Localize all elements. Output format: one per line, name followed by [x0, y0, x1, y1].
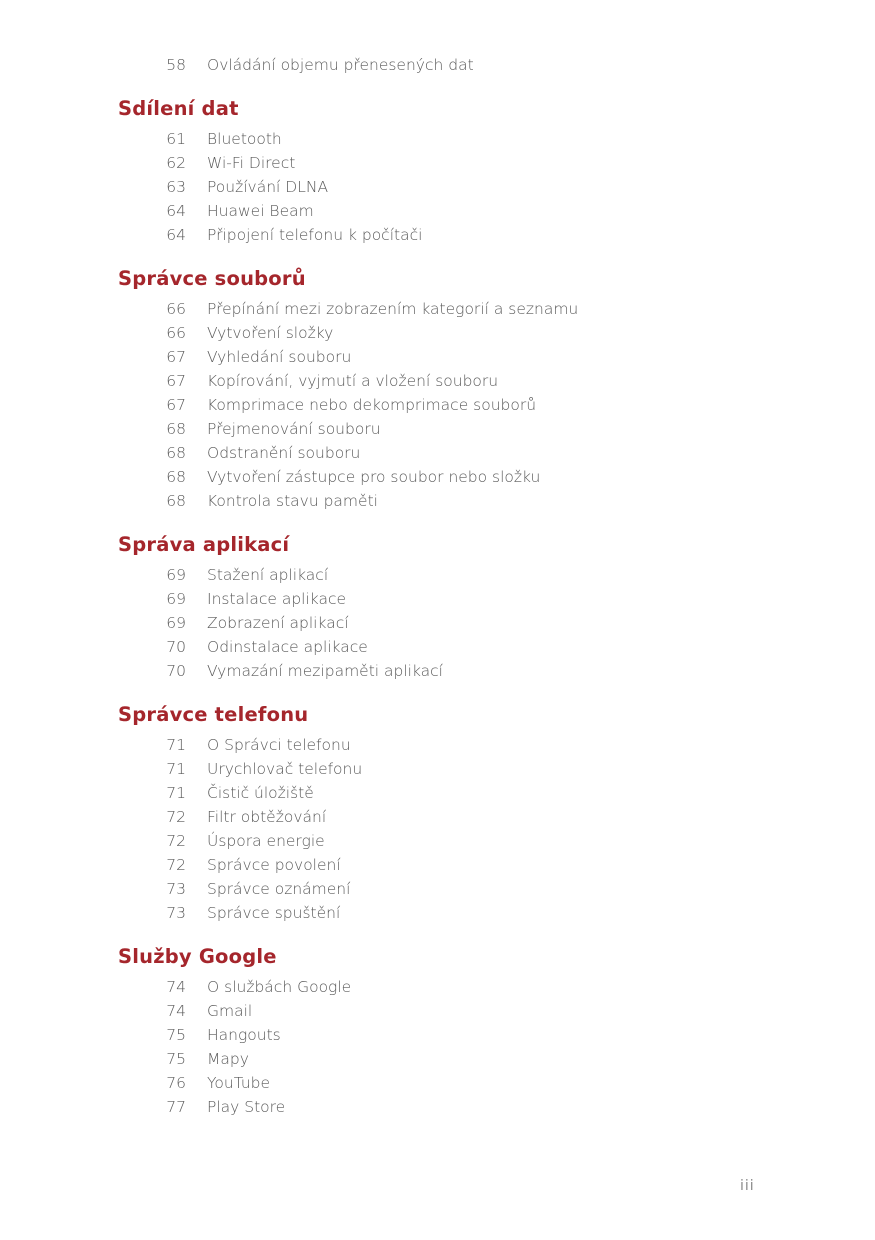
- toc-entry-title: Správce spuštění: [207, 904, 341, 922]
- toc-entry-page: 67: [166, 348, 186, 366]
- section-heading[interactable]: Správce souborů: [118, 267, 306, 290]
- toc-entry-page: 68: [166, 444, 186, 462]
- toc-entry-title: Kontrola stavu paměti: [207, 492, 378, 510]
- toc-entry-page: 71: [166, 736, 186, 754]
- toc-entry[interactable]: [0, 999, 875, 1023]
- toc-entry[interactable]: [0, 175, 875, 199]
- toc-entry-page: 72: [166, 832, 186, 850]
- toc-entry-title: Instalace aplikace: [207, 590, 347, 608]
- toc-entry-title: Přepínání mezi zobrazením kategorií a seznamu: [207, 300, 579, 318]
- toc-entry[interactable]: [0, 829, 875, 853]
- section-heading[interactable]: Správa aplikací: [118, 533, 290, 556]
- toc-entry-title: Používání DLNA: [207, 178, 329, 196]
- toc-entry-page: 68: [166, 420, 186, 438]
- section-heading[interactable]: Správce telefonu: [118, 703, 309, 726]
- toc-entry-title: Ovládání objemu přenesených dat: [207, 56, 474, 74]
- toc-entry-page: 75: [166, 1050, 186, 1068]
- toc-entry[interactable]: [0, 611, 875, 635]
- toc-entry[interactable]: [0, 805, 875, 829]
- toc-entry[interactable]: [0, 757, 875, 781]
- toc-entry-title: O Správci telefonu: [207, 736, 351, 754]
- toc-section-continuation: [0, 53, 875, 77]
- toc-entry-title: Zobrazení aplikací: [207, 614, 349, 632]
- toc-entry-page: 66: [166, 300, 186, 318]
- toc-entry-page: 67: [166, 396, 186, 414]
- toc-entry-title: Huawei Beam: [207, 202, 314, 220]
- toc-entry[interactable]: [0, 1071, 875, 1095]
- toc-entry-page: 66: [166, 324, 186, 342]
- toc-entry-list: [0, 53, 875, 77]
- toc-entry[interactable]: [0, 393, 875, 417]
- toc-entry-page: 58: [166, 56, 186, 74]
- toc-entry-page: 68: [166, 468, 186, 486]
- toc-entry-title: Vymazání mezipaměti aplikací: [207, 662, 443, 680]
- toc-entry-list: [0, 733, 875, 925]
- toc-entry[interactable]: [0, 1023, 875, 1047]
- toc-entry-title: Čistič úložiště: [207, 784, 314, 802]
- toc-entry[interactable]: [0, 635, 875, 659]
- toc-entry[interactable]: [0, 441, 875, 465]
- toc-entry-title: Správce povolení: [207, 856, 341, 874]
- toc-entry[interactable]: [0, 345, 875, 369]
- toc-entry-title: Připojení telefonu k počítači: [207, 226, 423, 244]
- toc-entry-title: Vytvoření zástupce pro soubor nebo složku: [207, 468, 541, 486]
- toc-entry[interactable]: [0, 369, 875, 393]
- toc-entry[interactable]: [0, 199, 875, 223]
- toc-section-spravce-souboru: [0, 264, 875, 513]
- toc-entry-page: 73: [166, 880, 186, 898]
- toc-entry-title: Přejmenování souboru: [207, 420, 381, 438]
- toc-entry[interactable]: [0, 975, 875, 999]
- toc-section-sluzby-google: [0, 942, 875, 1119]
- toc-entry[interactable]: [0, 901, 875, 925]
- toc-entry[interactable]: [0, 297, 875, 321]
- toc-entry-title: O službách Google: [207, 978, 352, 996]
- toc-entry-page: 62: [166, 154, 186, 172]
- toc-entry[interactable]: [0, 781, 875, 805]
- toc-entry-page: 68: [166, 492, 186, 510]
- toc-entry[interactable]: [0, 489, 875, 513]
- toc-entry[interactable]: [0, 53, 875, 77]
- toc-entry[interactable]: [0, 659, 875, 683]
- toc-section-sdileni-dat: [0, 94, 875, 247]
- table-of-contents: [0, 53, 875, 1119]
- toc-entry-title: Odstranění souboru: [207, 444, 361, 462]
- toc-entry[interactable]: [0, 877, 875, 901]
- toc-entry-list: [0, 297, 875, 513]
- toc-entry-page: 61: [166, 130, 186, 148]
- page-number: iii: [740, 1178, 755, 1194]
- toc-section-spravce-telefonu: [0, 700, 875, 925]
- toc-entry[interactable]: [0, 733, 875, 757]
- section-heading[interactable]: Služby Google: [118, 945, 277, 968]
- toc-entry-title: Úspora energie: [207, 832, 325, 850]
- toc-entry-page: 74: [166, 978, 186, 996]
- toc-entry-page: 73: [166, 904, 186, 922]
- toc-entry-page: 69: [166, 566, 186, 584]
- toc-entry-title: Hangouts: [207, 1026, 281, 1044]
- toc-entry[interactable]: [0, 321, 875, 345]
- toc-entry-title: Filtr obtěžování: [207, 808, 327, 826]
- toc-entry[interactable]: [0, 587, 875, 611]
- section-heading[interactable]: Sdílení dat: [118, 97, 239, 120]
- toc-entry-page: 67: [166, 372, 186, 390]
- toc-entry-title: Kopírování, vyjmutí a vložení souboru: [207, 372, 499, 390]
- toc-entry-page: 72: [166, 856, 186, 874]
- toc-entry-title: Stažení aplikací: [207, 566, 329, 584]
- toc-entry-page: 64: [166, 226, 186, 244]
- toc-entry-title: Komprimace nebo dekomprimace souborů: [207, 396, 537, 414]
- toc-entry-title: Odinstalace aplikace: [207, 638, 368, 656]
- toc-entry-list: [0, 127, 875, 247]
- toc-entry-page: 69: [166, 614, 186, 632]
- toc-entry-page: 69: [166, 590, 186, 608]
- toc-entry-page: 71: [166, 784, 186, 802]
- toc-entry[interactable]: [0, 151, 875, 175]
- toc-section-sprava-aplikaci: [0, 530, 875, 683]
- toc-entry-title: YouTube: [207, 1074, 271, 1092]
- toc-entry-title: Play Store: [207, 1098, 286, 1116]
- toc-entry-page: 71: [166, 760, 186, 778]
- toc-entry-page: 75: [166, 1026, 186, 1044]
- toc-entry[interactable]: [0, 853, 875, 877]
- toc-entry-page: 77: [166, 1098, 186, 1116]
- toc-entry-page: 72: [166, 808, 186, 826]
- toc-entry[interactable]: [0, 563, 875, 587]
- toc-entry-list: [0, 975, 875, 1119]
- toc-entry-page: 63: [166, 178, 186, 196]
- toc-entry-page: 70: [166, 638, 186, 656]
- toc-entry[interactable]: [0, 1095, 875, 1119]
- toc-entry[interactable]: [0, 417, 875, 441]
- toc-entry-page: 76: [166, 1074, 186, 1092]
- toc-entry-list: [0, 563, 875, 683]
- toc-entry-page: 64: [166, 202, 186, 220]
- toc-entry[interactable]: [0, 465, 875, 489]
- toc-entry[interactable]: [0, 1047, 875, 1071]
- toc-entry-title: Správce oznámení: [207, 880, 351, 898]
- toc-entry-page: 74: [166, 1002, 186, 1020]
- toc-entry[interactable]: [0, 127, 875, 151]
- toc-entry-title: Vytvoření složky: [207, 324, 334, 342]
- toc-entry-title: Mapy: [207, 1050, 249, 1068]
- toc-entry[interactable]: [0, 223, 875, 247]
- toc-entry-title: Vyhledání souboru: [207, 348, 352, 366]
- toc-entry-title: Wi-Fi Direct: [207, 154, 296, 172]
- toc-entry-title: Bluetooth: [207, 130, 282, 148]
- toc-entry-title: Urychlovač telefonu: [207, 760, 363, 778]
- toc-entry-page: 70: [166, 662, 186, 680]
- toc-entry-title: Gmail: [207, 1002, 253, 1020]
